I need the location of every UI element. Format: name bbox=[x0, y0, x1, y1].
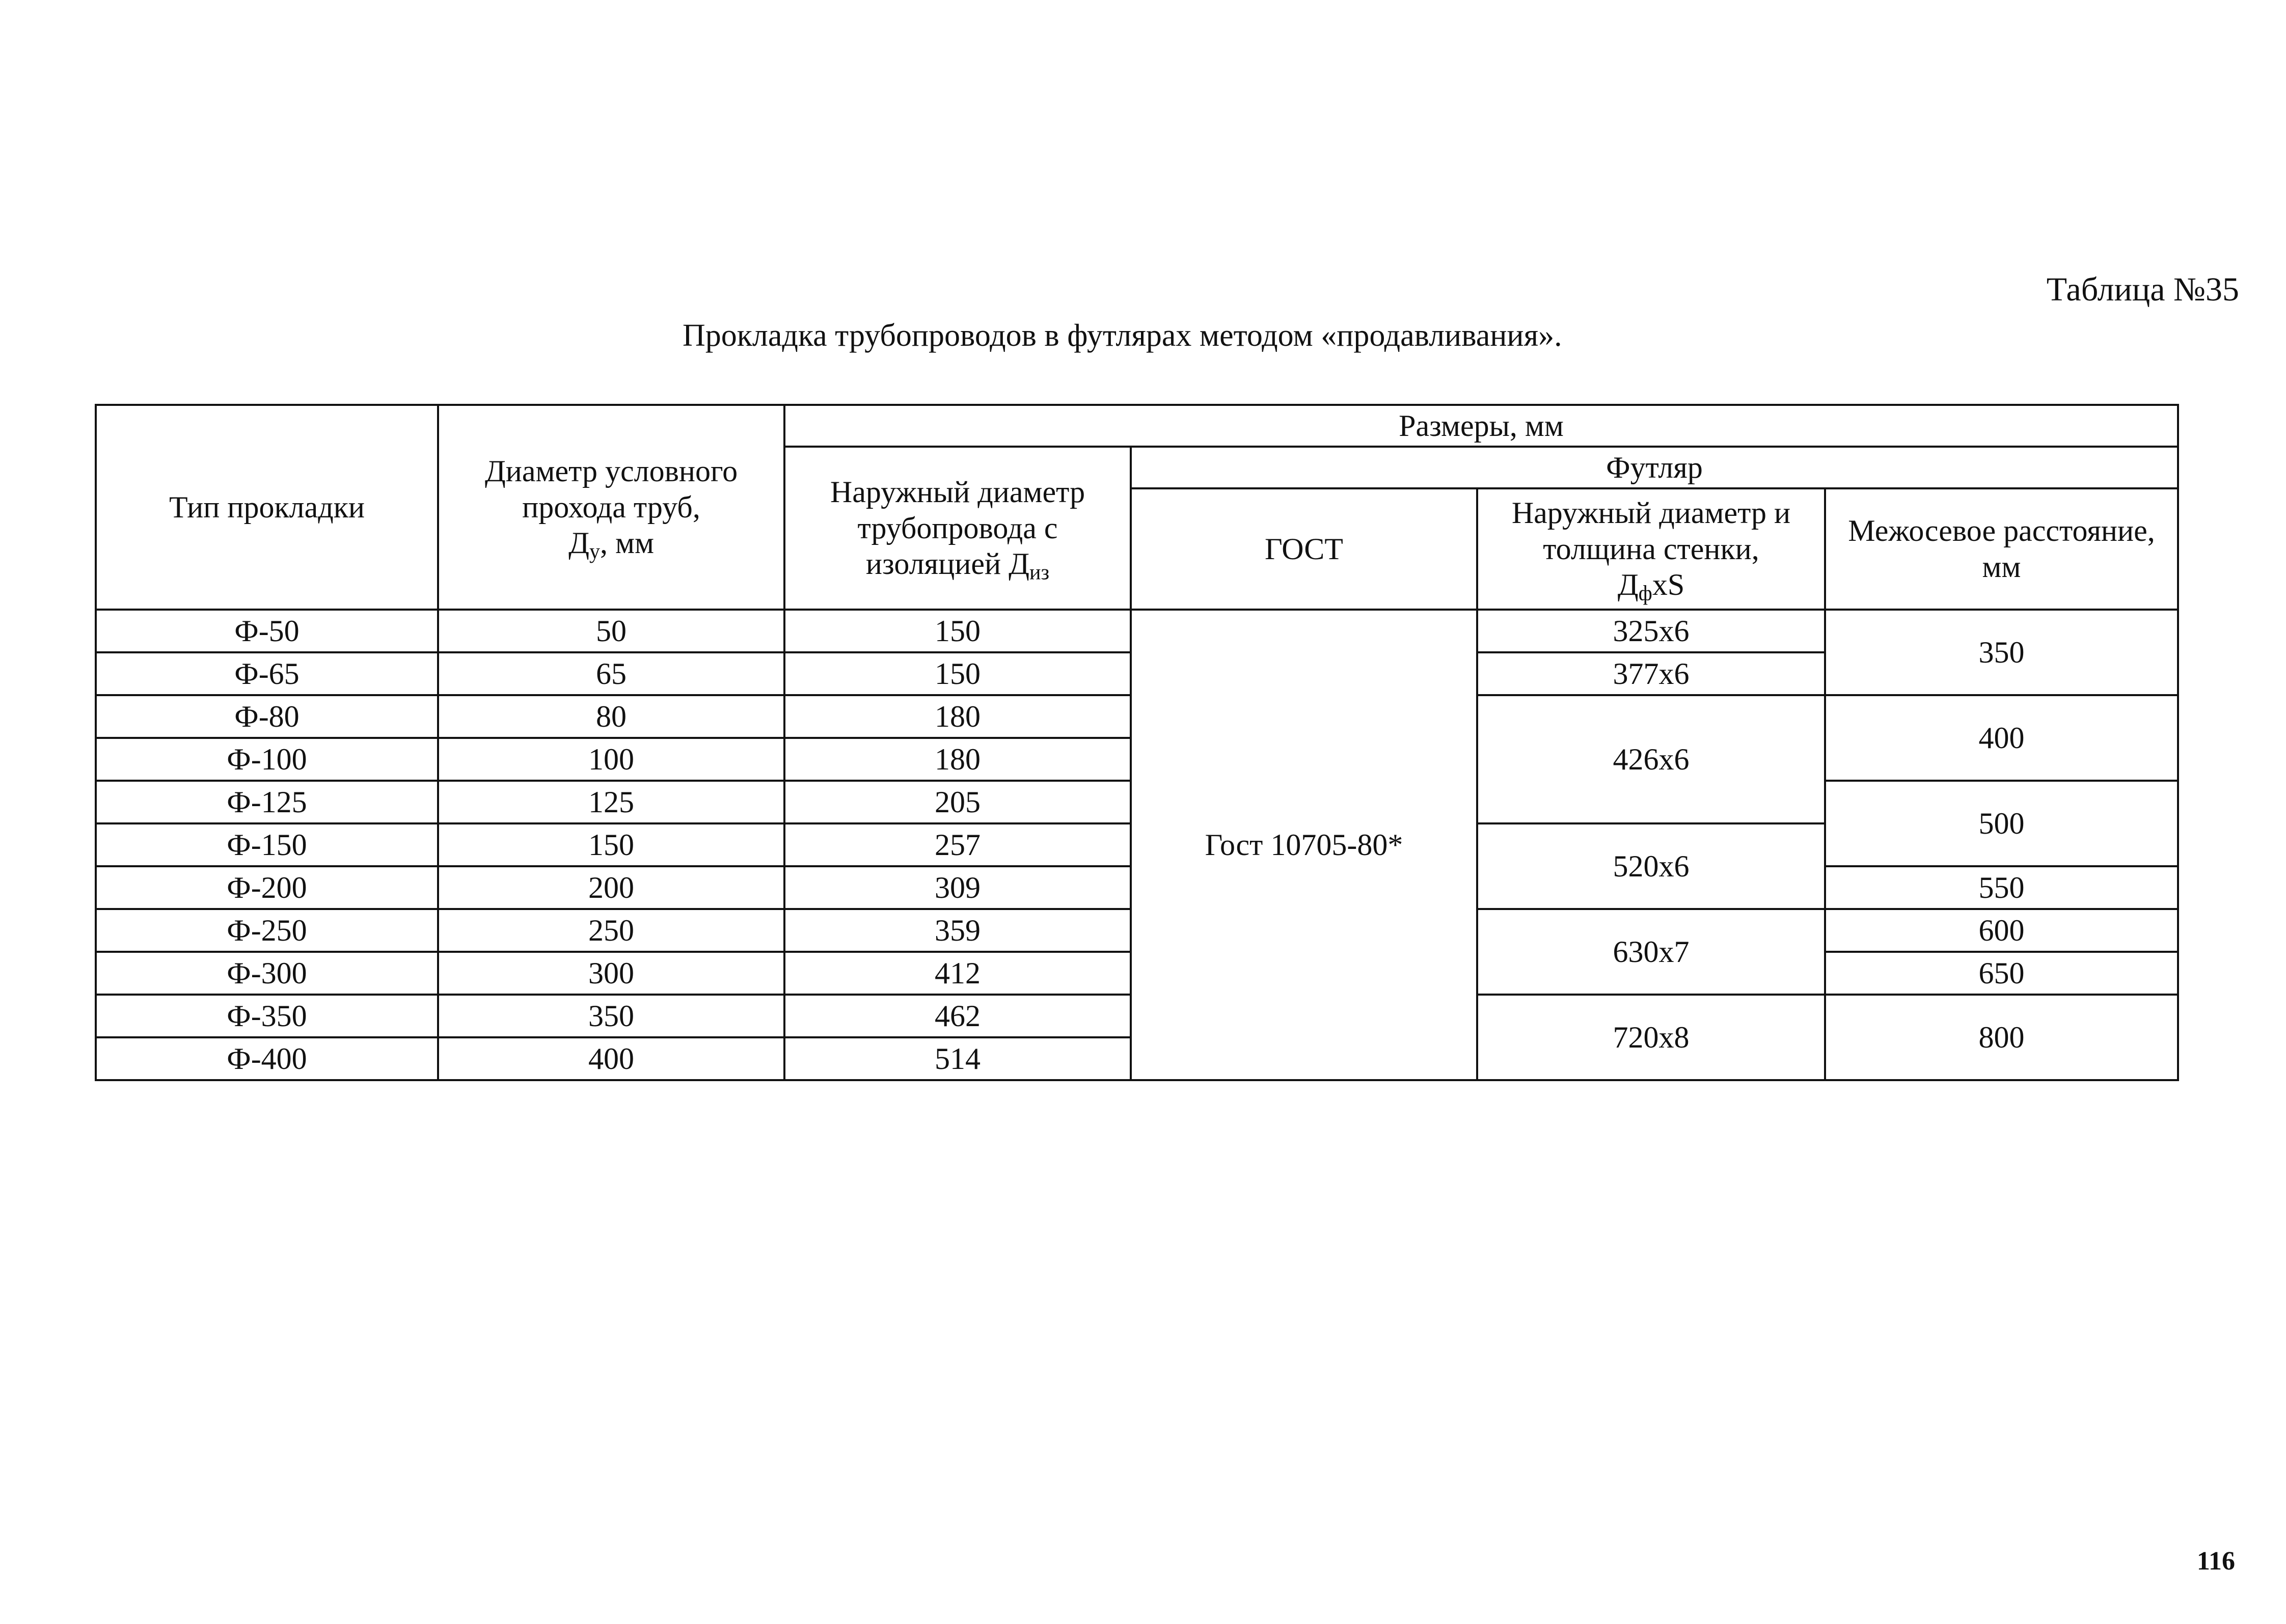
cell-type: Ф-250 bbox=[96, 909, 438, 952]
cell-gost: Гост 10705-80* bbox=[1131, 610, 1477, 1080]
cell-dn: 200 bbox=[438, 866, 784, 909]
header-sizes: Размеры, мм bbox=[784, 405, 2178, 447]
cell-outer: 180 bbox=[784, 738, 1131, 781]
cell-spacing: 550 bbox=[1825, 866, 2178, 909]
page-number: 116 bbox=[2196, 1547, 2235, 1576]
header-gost: ГОСТ bbox=[1131, 488, 1477, 610]
cell-dn: 350 bbox=[438, 995, 784, 1037]
cell-outer: 150 bbox=[784, 652, 1131, 695]
cell-spacing: 600 bbox=[1825, 909, 2178, 952]
cell-dn: 65 bbox=[438, 652, 784, 695]
cell-spacing: 800 bbox=[1825, 995, 2178, 1080]
pipe-laying-table bbox=[95, 404, 2179, 1081]
cell-dn: 125 bbox=[438, 781, 784, 823]
cell-type: Ф-125 bbox=[96, 781, 438, 823]
cell-outer: 205 bbox=[784, 781, 1131, 823]
cell-case-size: 630x7 bbox=[1477, 909, 1825, 995]
cell-spacing: 500 bbox=[1825, 781, 2178, 866]
table-row bbox=[96, 610, 2178, 652]
header-case: Футляр bbox=[1131, 447, 2178, 488]
cell-outer: 462 bbox=[784, 995, 1131, 1037]
cell-dn: 150 bbox=[438, 823, 784, 866]
header-case-dimensions: Наружный диаметр и толщина стенки, $Д_фxS$ bbox=[1477, 488, 1825, 610]
header-spacing: Межосевое расстояние, мм bbox=[1825, 488, 2178, 610]
header-nominal-diameter: Диаметр условного прохода труб, $Д_у$, мм bbox=[438, 405, 784, 610]
cell-outer: 180 bbox=[784, 695, 1131, 738]
cell-type: Ф-300 bbox=[96, 952, 438, 995]
cell-type: Ф-80 bbox=[96, 695, 438, 738]
cell-type: Ф-200 bbox=[96, 866, 438, 909]
cell-type: Ф-350 bbox=[96, 995, 438, 1037]
cell-case-size: 520x6 bbox=[1477, 823, 1825, 909]
table-number: Таблица №35 bbox=[2046, 271, 2239, 308]
cell-dn: 300 bbox=[438, 952, 784, 995]
cell-outer: 359 bbox=[784, 909, 1131, 952]
cell-spacing: 650 bbox=[1825, 952, 2178, 995]
cell-case-size: 426x6 bbox=[1477, 695, 1825, 823]
cell-case-size: 377x6 bbox=[1477, 652, 1825, 695]
cell-outer: 150 bbox=[784, 610, 1131, 652]
cell-case-size: 720x8 bbox=[1477, 995, 1825, 1080]
cell-outer: 514 bbox=[784, 1037, 1131, 1080]
cell-spacing: 400 bbox=[1825, 695, 2178, 781]
cell-dn: 400 bbox=[438, 1037, 784, 1080]
cell-type: Ф-100 bbox=[96, 738, 438, 781]
cell-dn: 80 bbox=[438, 695, 784, 738]
cell-spacing: 350 bbox=[1825, 610, 2178, 695]
cell-case-size: 325x6 bbox=[1477, 610, 1825, 652]
cell-dn: 100 bbox=[438, 738, 784, 781]
header-outer-diameter: Наружный диаметр трубопровода с изоляцией $Д_{из}$ bbox=[784, 447, 1131, 610]
cell-type: Ф-50 bbox=[96, 610, 438, 652]
cell-outer: 257 bbox=[784, 823, 1131, 866]
cell-dn: 250 bbox=[438, 909, 784, 952]
cell-dn: 50 bbox=[438, 610, 784, 652]
table-title: Прокладка трубопроводов в футлярах методом «продавливания». bbox=[683, 318, 1562, 353]
cell-outer: 412 bbox=[784, 952, 1131, 995]
cell-type: Ф-150 bbox=[96, 823, 438, 866]
header-type: Тип прокладки bbox=[96, 405, 438, 610]
cell-outer: 309 bbox=[784, 866, 1131, 909]
cell-type: Ф-65 bbox=[96, 652, 438, 695]
cell-type: Ф-400 bbox=[96, 1037, 438, 1080]
